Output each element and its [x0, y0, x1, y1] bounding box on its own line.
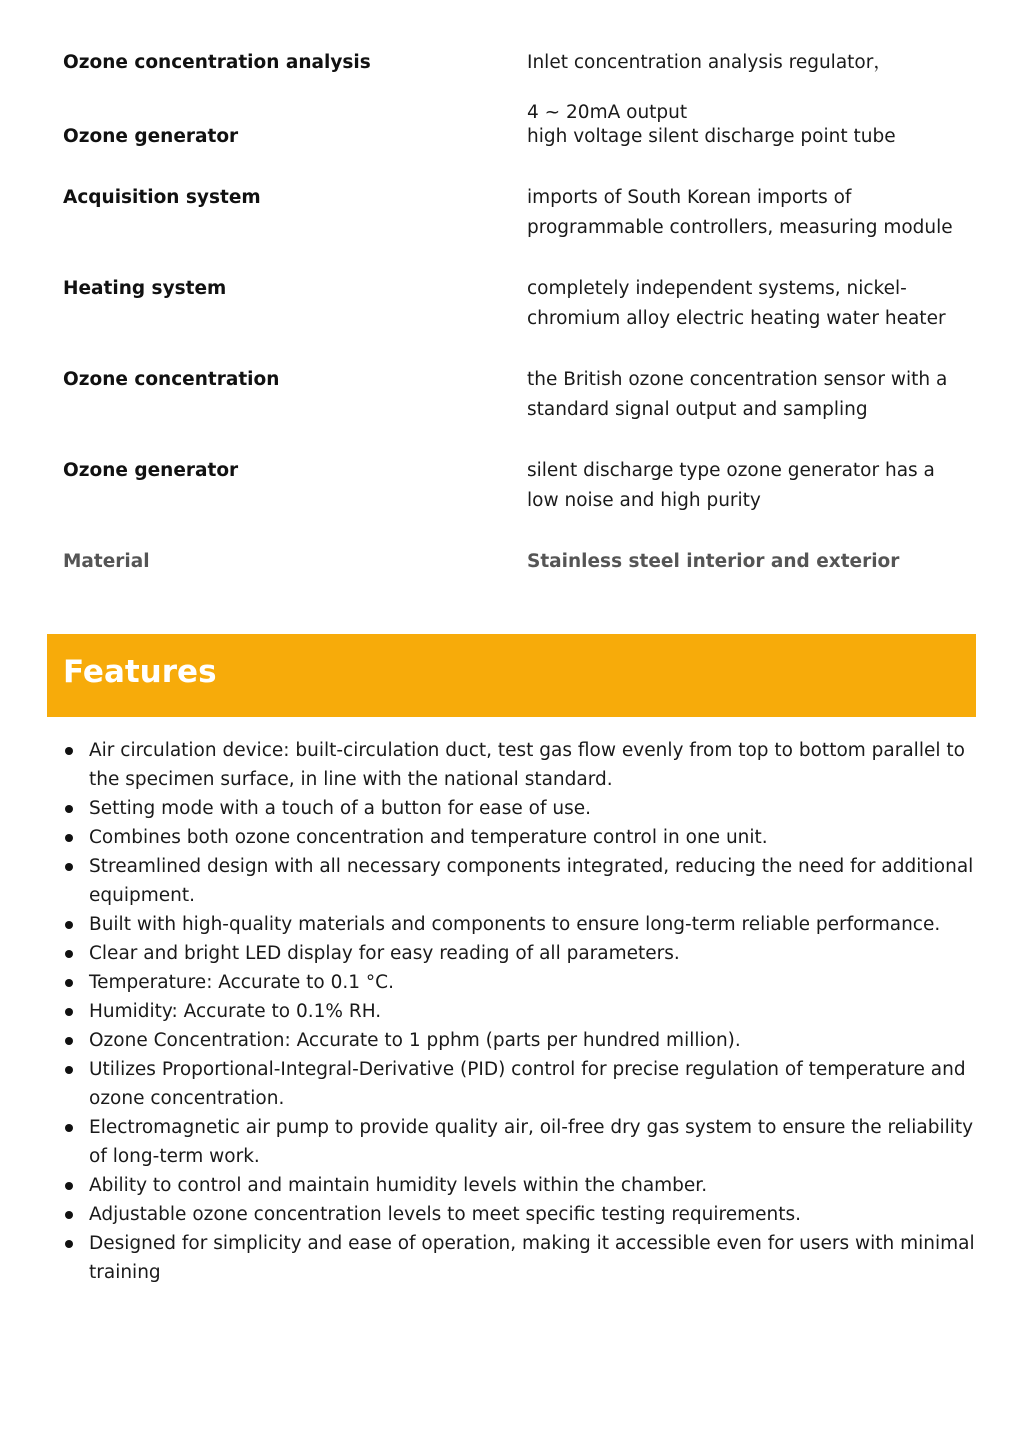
spec-table: [63, 48, 963, 577]
list-item-text: Ability to control and maintain humidity levels within the chamber.: [89, 1175, 708, 1196]
spec-row-ozone-concentration: [63, 365, 963, 425]
list-item: [63, 968, 975, 997]
bullet-icon: [65, 1124, 73, 1132]
spec-value-line: the British ozone concentration sensor with a: [527, 369, 948, 390]
spec-value-line: completely independent systems, nickel-: [527, 278, 907, 299]
features-banner: [47, 634, 976, 717]
list-item-text: Designed for simplicity and ease of operation, making it accessible even for users with minimal training: [89, 1233, 975, 1283]
list-item-text: Temperature: Accurate to 0.1 °C.: [89, 972, 394, 993]
spec-value-line: chromium alloy electric heating water heater: [527, 308, 946, 329]
spec-label: Ozone concentration analysis: [63, 52, 371, 73]
spec-label: Heating system: [63, 278, 227, 299]
spec-value: [527, 274, 963, 334]
list-item-text: Air circulation device: built-circulation duct, test gas flow evenly from top to bottom parallel to the specimen surface, in line with the national standard.: [89, 740, 965, 790]
list-item: [63, 1171, 975, 1200]
bullet-icon: [65, 1211, 73, 1219]
spec-value-line: 4 ~ 20mA output: [527, 102, 688, 123]
spec-value-line: low noise and high purity: [527, 490, 761, 511]
list-item: [63, 823, 975, 852]
list-item: [63, 1055, 975, 1113]
bullet-icon: [65, 1008, 73, 1016]
bullet-icon: [65, 805, 73, 813]
list-item-text: Adjustable ozone concentration levels to meet specific testing requirements.: [89, 1204, 802, 1225]
spec-row-ozone-generator-2: [63, 456, 963, 516]
spec-value: [527, 365, 963, 425]
list-item: [63, 939, 975, 968]
spec-value-line: silent discharge type ozone generator has a: [527, 460, 935, 481]
list-item: [63, 852, 975, 910]
list-item: [63, 1113, 975, 1171]
bullet-icon: [65, 979, 73, 987]
list-item-text: Built with high-quality materials and components to ensure long-term reliable performance.: [89, 914, 941, 935]
spec-row-ozone-generator: [63, 122, 963, 152]
bullet-icon: [65, 747, 73, 755]
spec-label: Ozone generator: [63, 126, 239, 147]
spec-value-line: Stainless steel interior and exterior: [527, 551, 900, 572]
list-item-text: Electromagnetic air pump to provide quality air, oil-free dry gas system to ensure the reliability of long-term work.: [89, 1117, 974, 1167]
list-item-text: Utilizes Proportional-Integral-Derivative (PID) control for precise regulation of temperature and ozone concentration.: [89, 1059, 966, 1109]
list-item-text: Combines both ozone concentration and temperature control in one unit.: [89, 827, 768, 848]
spec-value: [527, 183, 963, 243]
spec-label: Ozone concentration: [63, 369, 280, 390]
bullet-icon: [65, 1240, 73, 1248]
bullet-icon: [65, 1037, 73, 1045]
list-item: [63, 1200, 975, 1229]
spec-row-acquisition-system: [63, 183, 963, 243]
list-item: [63, 997, 975, 1026]
list-item-text: Clear and bright LED display for easy reading of all parameters.: [89, 943, 680, 964]
spec-value: [527, 547, 963, 577]
list-item-text: Streamlined design with all necessary components integrated, reducing the need for additional equipment.: [89, 856, 974, 906]
features-list: [63, 736, 975, 1287]
features-heading: Features: [63, 654, 217, 690]
spec-value-line: programmable controllers, measuring module: [527, 217, 953, 238]
bullet-icon: [65, 1182, 73, 1190]
spec-row-material: [63, 547, 963, 577]
spec-value: [527, 48, 963, 128]
spec-label: Acquisition system: [63, 187, 261, 208]
spec-label: Ozone generator: [63, 460, 239, 481]
spec-value: [527, 122, 963, 152]
list-item: [63, 1026, 975, 1055]
spec-value-line: Inlet concentration analysis regulator，: [527, 52, 892, 73]
list-item: [63, 736, 975, 794]
spec-label: Material: [63, 551, 150, 572]
spec-row-ozone-concentration-analysis: [63, 48, 963, 128]
bullet-icon: [65, 863, 73, 871]
list-item: [63, 794, 975, 823]
spec-value-line: high voltage silent discharge point tube: [527, 126, 896, 147]
bullet-icon: [65, 834, 73, 842]
spec-value-line: imports of South Korean imports of: [527, 187, 852, 208]
list-item: [63, 1229, 975, 1287]
bullet-icon: [65, 950, 73, 958]
list-item: [63, 910, 975, 939]
spec-row-heating-system: [63, 274, 963, 334]
list-item-text: Humidity: Accurate to 0.1% RH.: [89, 1001, 382, 1022]
spec-value-line: standard signal output and sampling: [527, 399, 868, 420]
spec-value: [527, 456, 963, 516]
list-item-text: Ozone Concentration: Accurate to 1 pphm (parts per hundred million).: [89, 1030, 741, 1051]
list-item-text: Setting mode with a touch of a button for ease of use.: [89, 798, 591, 819]
bullet-icon: [65, 921, 73, 929]
bullet-icon: [65, 1066, 73, 1074]
